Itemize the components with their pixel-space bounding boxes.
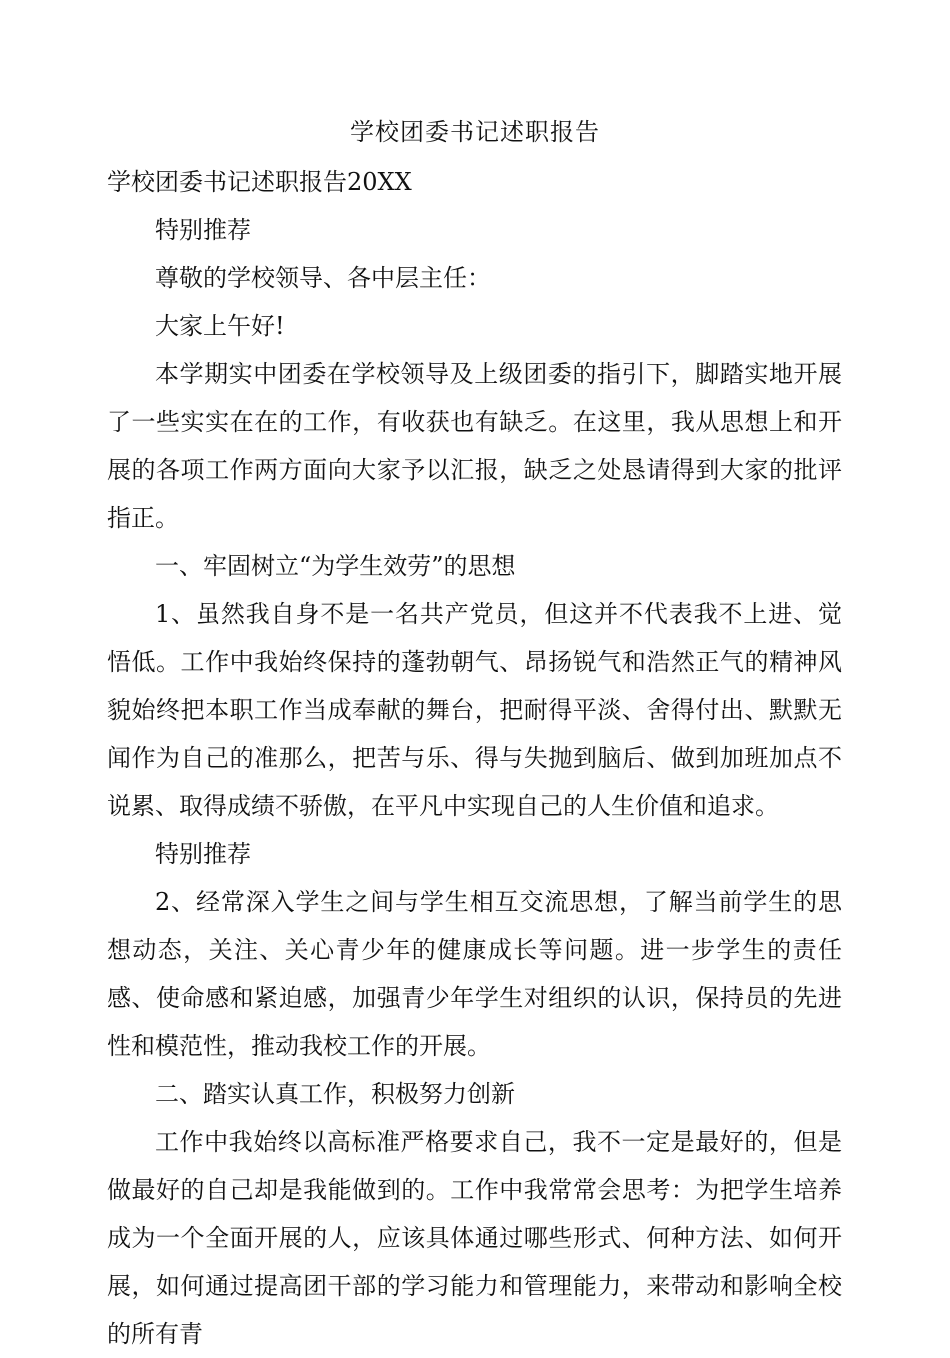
recommend-label: 特别推荐: [155, 216, 251, 244]
document-title: 学校团委书记述职报告: [350, 118, 600, 146]
section-heading-2: 二、踏实认真工作，积极努力创新: [155, 1080, 515, 1108]
salutation-paragraph: 尊敬的学校领导、各中层主任：: [155, 264, 491, 292]
body-paragraph-1: 1、虽然我自身不是一名共产党员，但这并不代表我不上进、觉悟低。工作中我始终保持的蓬勃朝气、昂扬锐气和浩然正气的精神风貌始终把本职工作当成奉献的舞台，把耐得平淡、舍得付出、默默无闻作为自己的准那么，把苦与乐、得与失抛到脑后、做到加班加点不说累、取得成绩不骄傲，在平凡中实现自己的人生价值和追求。: [107, 600, 842, 820]
document-body: [107, 158, 842, 1358]
subtitle-paragraph: 学校团委书记述职报告20XX: [107, 168, 412, 196]
section-heading-1: 一、牢固树立“为学生效劳”的思想: [155, 552, 516, 580]
body-paragraph-3: 工作中我始终以高标准严格要求自己，我不一定是最好的，但是做最好的自己却是我能做到的。工作中我常常会思考：为把学生培养成为一个全面开展的人，应该具体通过哪些形式、何种方法、如何开展，如何通过提高团干部的学习能力和管理能力，来带动和影响全校的所有青: [107, 1128, 842, 1348]
body-paragraph-2: 2、经常深入学生之间与学生相互交流思想，了解当前学生的思想动态，关注、关心青少年的健康成长等问题。进一步学生的责任感、使命感和紧迫感，加强青少年学生对组织的认识，保持员的先进性和模范性，推动我校工作的开展。: [107, 888, 842, 1060]
greeting-paragraph: 大家上午好!: [155, 312, 285, 340]
recommend-label: 特别推荐: [155, 840, 251, 868]
intro-paragraph: 本学期实中团委在学校领导及上级团委的指引下，脚踏实地开展了一些实实在在的工作，有收获也有缺乏。在这里，我从思想上和开展的各项工作两方面向大家予以汇报，缺乏之处恳请得到大家的批评指正。: [107, 360, 842, 532]
